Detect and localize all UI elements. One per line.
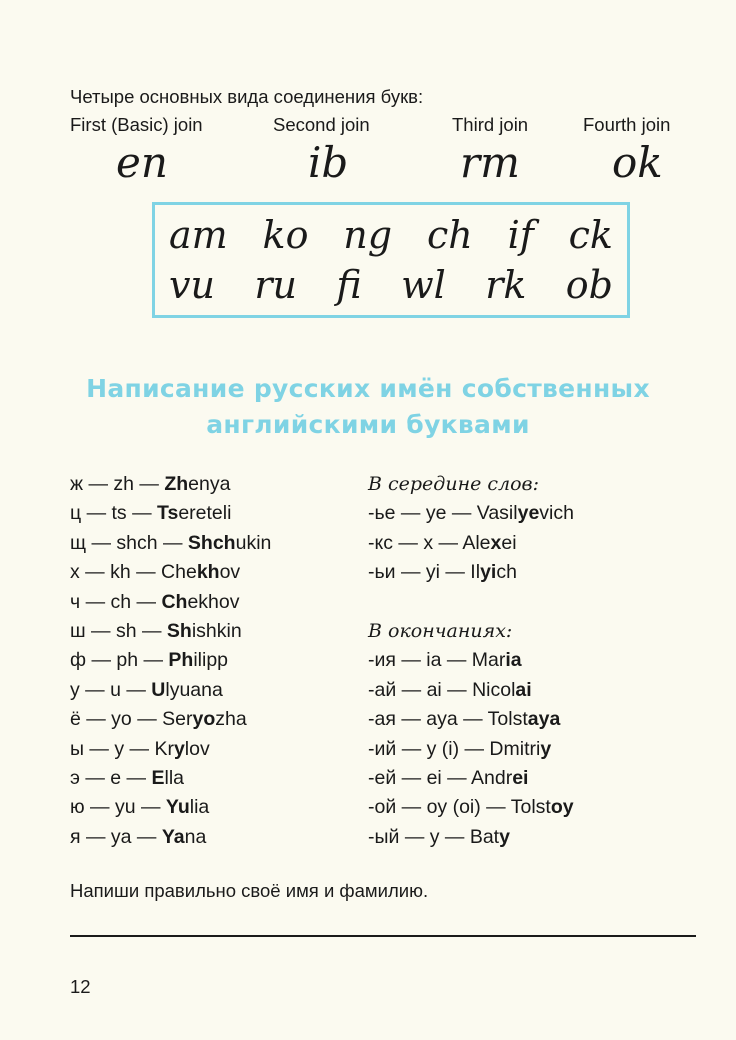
letter-mapping-row: ю — yu — Yulia bbox=[70, 796, 210, 819]
script-sample: ck bbox=[568, 213, 613, 257]
script-sample: ch bbox=[426, 213, 473, 257]
ending-mapping-row: -ия — ia — Maria bbox=[368, 649, 522, 672]
ending-mapping-row: -ый — y — Baty bbox=[368, 825, 510, 848]
join-sample-second: ib bbox=[308, 138, 349, 187]
mapping-highlight: ai bbox=[515, 678, 532, 701]
join-label-fourth: Fourth join bbox=[583, 114, 671, 135]
script-row-2 bbox=[169, 263, 613, 313]
middle-mapping-row: -кс — x — Alexei bbox=[368, 531, 517, 554]
mapping-highlight: kh bbox=[196, 561, 220, 584]
mapping-prefix: ж — zh — bbox=[70, 473, 165, 495]
join-sample-third: rm bbox=[460, 138, 520, 187]
answer-line[interactable] bbox=[70, 935, 696, 937]
script-sample: wl bbox=[401, 263, 446, 307]
mapping-highlight: yo bbox=[192, 708, 216, 731]
script-sample: ob bbox=[565, 263, 613, 307]
mapping-prefix: х — kh — bbox=[70, 561, 162, 584]
ending-mapping-row: -ай — ai — Nicolai bbox=[368, 678, 532, 701]
mapping-highlight: Shch bbox=[187, 531, 236, 554]
endings-title: В окончаниях: bbox=[368, 619, 513, 642]
script-sample: am bbox=[169, 213, 228, 257]
section-heading-line-1: Написание русских имён собственных bbox=[86, 374, 650, 403]
letter-mapping-row: я — ya — Yana bbox=[70, 825, 207, 848]
mapping-prefix: я — ya — bbox=[70, 825, 162, 848]
script-row-1 bbox=[169, 213, 613, 263]
mapping-highlight: y bbox=[173, 737, 185, 760]
mapping-prefix: щ — shch — bbox=[70, 531, 188, 554]
ending-mapping-row: -ий — y (i) — Dmitriy bbox=[368, 737, 552, 760]
mapping-prefix: ц — ts — bbox=[70, 502, 158, 525]
join-label-second: Second join bbox=[273, 114, 370, 135]
mapping-highlight: Yu bbox=[165, 796, 190, 819]
mapping-prefix: ё — yo — bbox=[70, 708, 163, 731]
mapping-highlight: y bbox=[540, 737, 552, 760]
middle-mapping-row: -ьи — yi — Ilyich bbox=[368, 561, 517, 584]
script-sample: ko bbox=[262, 213, 309, 257]
script-sample: if bbox=[507, 213, 534, 257]
letter-mapping-row: ё — yo — Seryozha bbox=[70, 708, 247, 731]
script-sample: ru bbox=[254, 263, 297, 307]
mapping-highlight: yi bbox=[480, 561, 497, 584]
mapping-highlight: E bbox=[151, 766, 165, 789]
page-number: 12 bbox=[70, 976, 91, 997]
script-sample: fi bbox=[336, 263, 362, 307]
letter-mapping-row: ч — ch — Chekhov bbox=[70, 590, 240, 613]
ending-mapping-row: -ей — ei — Andrei bbox=[368, 766, 529, 789]
script-sample: rk bbox=[485, 263, 527, 307]
mapping-prefix: ю — yu — bbox=[70, 796, 166, 819]
mapping-prefix: ш — sh — bbox=[70, 619, 167, 642]
letter-mapping-list bbox=[70, 470, 271, 852]
join-sample-first: en bbox=[116, 138, 168, 187]
mapping-highlight: ye bbox=[517, 502, 540, 525]
mapping-highlight: Zh bbox=[164, 473, 189, 495]
mapping-highlight: y bbox=[499, 825, 510, 848]
letter-mapping-row: х — kh — Chekhov bbox=[70, 561, 241, 584]
mapping-prefix: ч — ch — bbox=[70, 590, 162, 613]
mapping-highlight: U bbox=[151, 678, 166, 701]
join-sample-fourth: ok bbox=[612, 138, 663, 187]
mapping-highlight: x bbox=[490, 531, 502, 554]
mapping-highlight: Ph bbox=[168, 649, 194, 672]
letter-mapping-row: ц — ts — Tsereteli bbox=[70, 502, 232, 525]
mapping-highlight: Ch bbox=[161, 590, 188, 613]
task-instruction: Напиши правильно своё имя и фамилию. bbox=[70, 880, 429, 901]
mapping-highlight: aya bbox=[527, 708, 561, 731]
join-label-first: First (Basic) join bbox=[70, 114, 203, 135]
letter-mapping-row: э — e — Ella bbox=[70, 766, 184, 789]
script-sample: vu bbox=[169, 263, 215, 307]
letter-mapping-row: ж — zh — Zhenya bbox=[70, 473, 231, 495]
joins-labels bbox=[70, 114, 690, 138]
script-examples-box bbox=[152, 202, 630, 318]
mapping-highlight: Ts bbox=[157, 502, 179, 525]
ending-mapping-row: -ой — oy (oi) — Tolstoy bbox=[368, 796, 574, 819]
join-label-third: Third join bbox=[452, 114, 529, 135]
script-sample: ng bbox=[343, 213, 393, 257]
mapping-prefix: э — e — bbox=[70, 766, 152, 789]
letter-mapping-row: ш — sh — Shishkin bbox=[70, 619, 242, 642]
mapping-highlight: Sh bbox=[166, 619, 192, 642]
intro-text: Четыре основных вида соединения букв: bbox=[70, 86, 424, 107]
ending-mapping-row: -ая — aya — Tolstaya bbox=[368, 708, 561, 731]
letter-mapping-row: ф — ph — Philipp bbox=[70, 649, 229, 672]
letter-mapping-row: у — u — Ulyuana bbox=[70, 678, 223, 701]
mapping-prefix: ф — ph — bbox=[70, 649, 169, 672]
letter-mapping-row: щ — shch — Shchukin bbox=[70, 531, 272, 554]
mapping-highlight: oy bbox=[550, 796, 574, 819]
mapping-highlight: ei bbox=[512, 766, 529, 789]
middle-of-words-title: В середине слов: bbox=[368, 473, 540, 495]
mapping-highlight: Ya bbox=[161, 825, 185, 848]
mapping-highlight: ia bbox=[505, 649, 522, 672]
middle-mapping-row: -ье — ye — Vasilyevich bbox=[368, 502, 574, 525]
mapping-prefix: ы — y — bbox=[70, 737, 155, 760]
joins-samples bbox=[70, 138, 690, 194]
special-mapping-list bbox=[368, 470, 574, 852]
mapping-prefix: у — u — bbox=[70, 678, 152, 701]
letter-mapping-row: ы — y — Krylov bbox=[70, 737, 210, 760]
section-heading-line-2: английскими буквами bbox=[206, 410, 530, 439]
